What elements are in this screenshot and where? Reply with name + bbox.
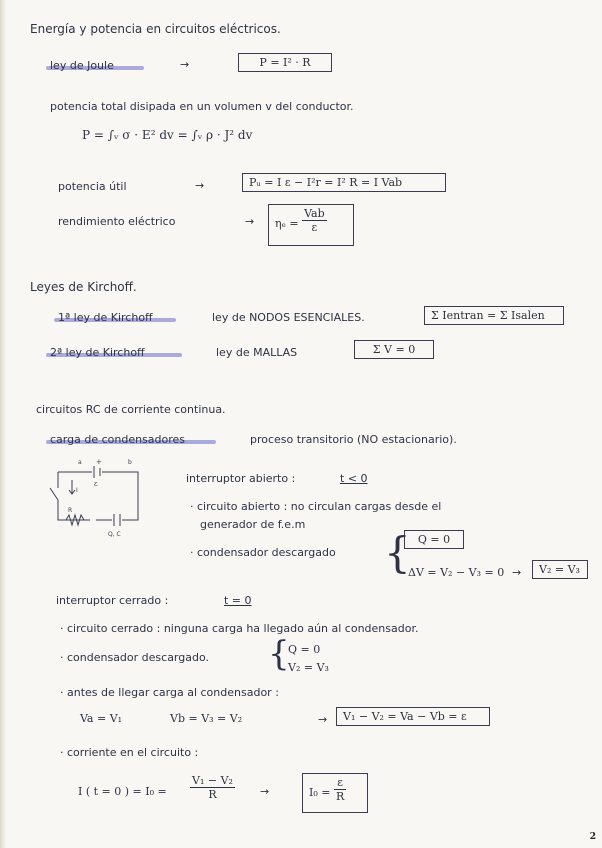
current-fraction [190, 774, 235, 801]
arrow-icon: → [512, 566, 522, 579]
efficiency-box [268, 204, 354, 246]
arrow-icon: → [318, 713, 328, 726]
rc-circuit-diagram [40, 452, 160, 540]
current-fraction-body [190, 774, 235, 801]
kirchhoff-law2-desc: ley de MALLAS [216, 346, 298, 359]
emf-label: ε [94, 480, 98, 488]
open-time: t < 0 [340, 472, 368, 485]
open-bullet-1b: generador de f.e.m [200, 518, 306, 531]
efficiency-label: rendimiento eléctrico [58, 215, 176, 228]
closed-bullet-2: · condensador descargado. [60, 651, 210, 664]
closed-bullet-1: · circuito cerrado : ninguna carga ha llegado aún al condensador. [60, 622, 419, 635]
kirchhoff-law1-desc: ley de NODOS ESENCIALES. [212, 311, 365, 324]
useful-power-box: Pᵤ = I ε − I²r = I² R = I Vab [242, 173, 446, 192]
closed-voltage: V₂ = V₃ [288, 661, 329, 674]
open-switch-label: interruptor abierto : [186, 472, 296, 485]
total-power-label: potencia total disipada en un volumen v del conductor. [50, 100, 354, 113]
open-bullet-2: · condensador descargado [190, 546, 336, 559]
voltage-result-box: V₁ − V₂ = Va − Vb = ε [336, 707, 490, 726]
arrow-icon: → [180, 58, 190, 71]
current-label: · corriente en el circuito : [60, 746, 199, 759]
closed-charge: Q = 0 [288, 643, 321, 656]
efficiency-numerator: Vab [304, 207, 325, 220]
node-b-label: b [128, 459, 132, 466]
current-numerator: V₁ − V₂ [192, 774, 233, 787]
current-eq-lhs: I ( t = 0 ) = I₀ = [78, 785, 167, 798]
arrow-icon: → [195, 179, 205, 192]
i0-numerator: ε [334, 776, 346, 790]
i0-symbol: I₀ = [309, 786, 331, 799]
rc-charge-label: carga de condensadores [50, 433, 186, 446]
open-voltage-eq: ΔV = V₂ − V₃ = 0 [408, 566, 505, 579]
va-equation: Va = V₁ [80, 712, 123, 725]
efficiency-symbol: ηₑ = [275, 217, 299, 230]
open-bullet-1: · circuito abierto : no circulan cargas desde el [190, 500, 442, 513]
total-power-formula: P = ∫ᵥ σ · E² dv = ∫ᵥ ρ · J² dv [82, 128, 253, 142]
closed-switch-label: interruptor cerrado : [56, 594, 169, 607]
current-denominator: R [208, 788, 217, 801]
kirchhoff-law2-box: Σ V = 0 [354, 340, 434, 359]
page-title: Energía y potencia en circuitos eléctricos. [30, 22, 281, 36]
i0-result-box [302, 773, 368, 813]
closed-bullet-3: · antes de llegar carga al condensador : [60, 686, 279, 699]
brace-icon: { [268, 634, 290, 674]
kirchhoff-law2: 2ª ley de Kirchoff [50, 346, 145, 359]
closed-time: t = 0 [224, 594, 252, 607]
page-number: 2 [589, 832, 596, 842]
node-a-label: a [78, 459, 82, 466]
vb-equation: Vb = V₃ = V₂ [170, 712, 243, 725]
i0-fraction [334, 776, 346, 803]
efficiency-fraction [302, 207, 327, 234]
arrow-icon: → [245, 215, 255, 228]
open-charge-box: Q = 0 [404, 530, 464, 549]
capacitor-label: Q, C [108, 531, 121, 538]
i0-denominator: R [335, 790, 345, 803]
kirchhoff-law1-box: Σ Ientran = Σ Isalen [424, 306, 564, 325]
efficiency-denominator: ε [311, 221, 318, 234]
useful-power-label: potencia útil [58, 180, 127, 193]
plus-label: + [96, 458, 102, 466]
joule-label: ley de Joule [50, 59, 114, 72]
kirchhoff-law1: 1ª ley de Kirchoff [58, 311, 153, 324]
kirchhoff-heading: Leyes de Kirchoff. [30, 280, 137, 294]
brace-icon: { [384, 528, 411, 577]
rc-heading: circuitos RC de corriente continua. [36, 403, 226, 416]
rc-charge-desc: proceso transitorio (NO estacionario). [250, 433, 457, 446]
open-result-box: V₂ = V₃ [532, 560, 588, 579]
resistor-label: R [68, 507, 73, 514]
arrow-icon: → [260, 785, 270, 798]
current-label: I [76, 487, 78, 494]
joule-formula-box: P = I² · R [238, 53, 332, 72]
page-edge-shadow [0, 0, 6, 848]
